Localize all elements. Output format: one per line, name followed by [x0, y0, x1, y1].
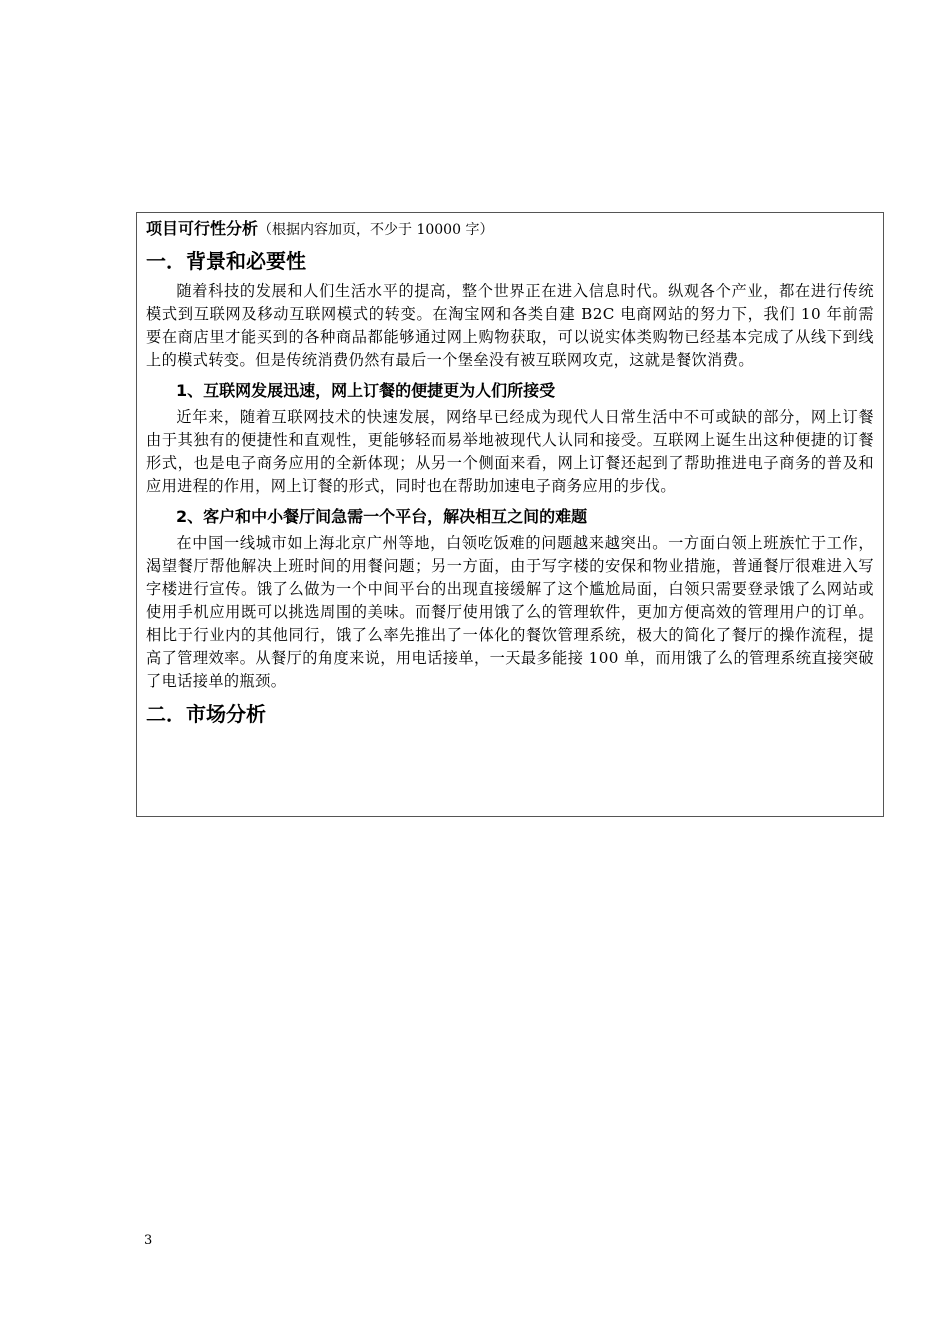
subsection-paragraph-platform: 在中国一线城市如上海北京广州等地，白领吃饭难的问题越来越突出。一方面白领上班族忙于工作，渴望餐厅帮他解决上班时间的用餐问题；另一方面，由于写字楼的安保和物业措施，普通餐厅很难进入写字楼进行宣传。饿了么做为一个中间平台的出现直接缓解了这个尴尬局面，白领只需要登录饿了么网站或使用手机应用既可以挑选周围的美味。而餐厅使用饿了么的管理软件，更加方便高效的管理用户的订单。相比于行业内的其他同行，饿了么率先推出了一体化的餐饮管理系统，极大的简化了餐厅的操作流程，提高了管理效率。从餐厅的角度来说，用电话接单，一天最多能接 100 单，而用饿了么的管理系统直接突破了电话接单的瓶颈。	[146, 534, 874, 690]
subsection-paragraph-internet: 近年来，随着互联网技术的快速发展，网络早已经成为现代人日常生活中不可或缺的部分，网上订餐由于其独有的便捷性和直观性，更能够轻而易举地被现代人认同和接受。互联网上诞生出这种便捷的订餐形式，也是电子商务应用的全新体现；从另一个侧面来看，网上订餐还起到了帮助推进电子商务的普及和应用进程的作用，网上订餐的形式，同时也在帮助加速电子商务应用的步伐。	[146, 408, 874, 495]
box-title-label: 项目可行性分析	[146, 219, 259, 238]
section-heading-background: 一．背景和必要性	[146, 249, 306, 273]
box-title	[146, 217, 874, 242]
section-heading-market-analysis: 二．市场分析	[146, 702, 266, 726]
section-paragraph-background: 随着科技的发展和人们生活水平的提高，整个世界正在进入信息时代。纵观各个产业，都在进行传统模式到互联网及移动互联网模式的转变。在淘宝网和各类自建 B2C 电商网站的努力下，我们 10 年前需要在商店里才能买到的各种商品都能够通过网上购物获取，可以说实体类购物已经基本完成了从线下到线上的模式转变。但是传统消费仍然有最后一个堡垒没有被互联网攻克，这就是餐饮消费。	[146, 282, 874, 369]
box-title-note: （根据内容加页，不少于 10000 字）	[258, 222, 494, 238]
page-number: 3	[144, 1233, 153, 1248]
subsection-heading-platform: 2、客户和中小餐厅间急需一个平台，解决相互之间的难题	[176, 507, 588, 526]
subsection-heading-internet: 1、互联网发展迅速，网上订餐的便捷更为人们所接受	[176, 381, 556, 400]
feasibility-analysis-box	[136, 212, 884, 817]
